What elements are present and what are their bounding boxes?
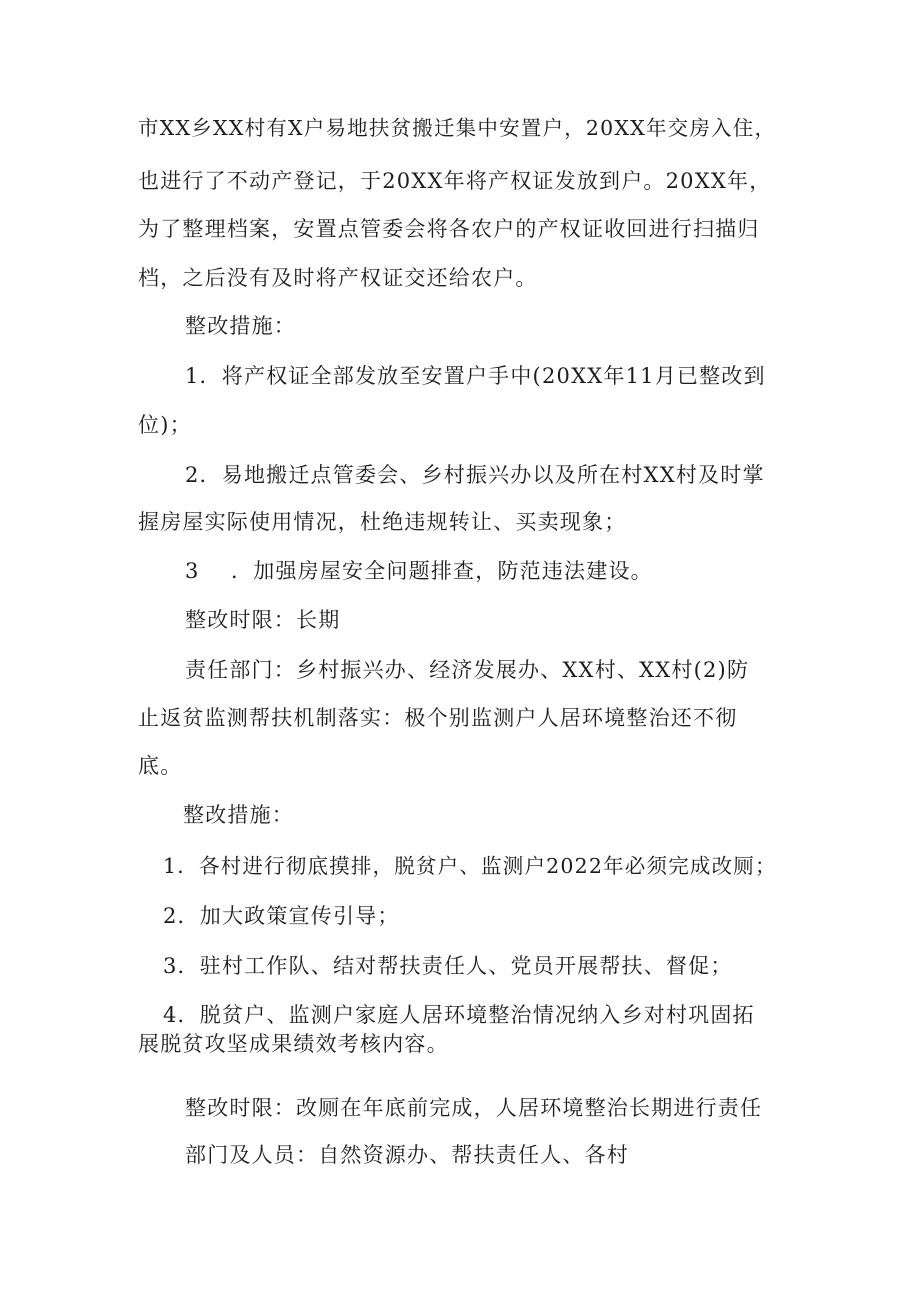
paragraph-line: 也进行了不动产登记，于20XX年将产权证发放到户。20XX年，: [138, 169, 772, 193]
paragraph-line: 市XX乡XX村有X户易地扶贫搬迁集中安置户，20XX年交房入住，: [138, 116, 777, 140]
section-heading: 整改措施：: [185, 314, 296, 338]
deadline-line: 整改时限：长期: [185, 608, 341, 632]
paragraph-line: 部门及人员：自然资源办、帮扶责任人、各村: [185, 1143, 629, 1167]
paragraph-line: 为了整理档案，安置点管委会将各农户的产权证收回进行扫描归: [138, 217, 760, 241]
paragraph-line: 止返贫监测帮扶机制落实：极个别监测户人居环境整治还不彻: [138, 706, 738, 730]
list-item-continuation: 位)；: [138, 413, 192, 437]
list-item: 2．易地搬迁点管委会、乡村振兴办以及所在村XX村及时掌: [185, 463, 765, 487]
list-item: 1．将产权证全部发放至安置户手中(20XX年11月已整改到: [185, 364, 766, 388]
list-item: 3 ．加强房屋安全问题排查，防范违法建设。: [185, 559, 653, 583]
list-item: 2．加大政策宣传引导；: [163, 904, 400, 928]
list-item-continuation: 握房屋实际使用情况，杜绝违规转让、买卖现象；: [138, 510, 627, 534]
paragraph-line: 责任部门：乡村振兴办、经济发展办、XX村、XX村(2)防: [185, 658, 750, 682]
section-heading: 整改措施：: [183, 803, 294, 827]
list-item: 4．脱贫户、监测户家庭人居环境整治情况纳入乡对村巩固拓: [163, 1003, 755, 1027]
paragraph-line: 档，之后没有及时将产权证交还给农户。: [138, 266, 538, 290]
paragraph-line: 底。: [138, 754, 183, 778]
list-item-continuation: 展脱贫攻坚成果绩效考核内容。: [138, 1032, 449, 1056]
list-item: 3．驻村工作队、结对帮扶责任人、党员开展帮扶、督促；: [163, 954, 733, 978]
list-item: 1．各村进行彻底摸排，脱贫户、监测户2022年必须完成改厕；: [163, 854, 777, 878]
deadline-line: 整改时限：改厕在年底前完成，人居环境整治长期进行责任: [185, 1096, 763, 1120]
